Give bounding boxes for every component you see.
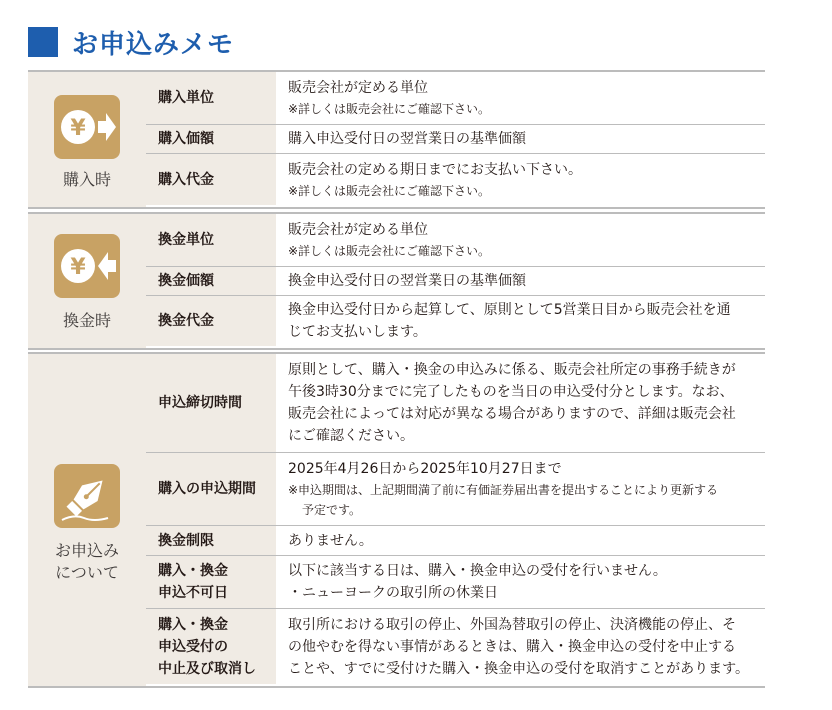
row-value-cell <box>278 556 757 608</box>
section-apply-icon-cell <box>28 354 147 686</box>
row-value: 2025年4月26日から2025年10月27日まで <box>288 461 562 477</box>
row-label-cell <box>146 267 278 295</box>
section-apply <box>28 352 765 688</box>
row-value: 以下に該当する日は、購入・換金申込の受付を行いません。 <box>288 563 667 579</box>
table-row <box>146 154 765 205</box>
row-label-cell <box>146 526 278 555</box>
row-value-line: にご確認ください。 <box>288 428 414 444</box>
row-value-cell <box>278 214 757 266</box>
row-value-cell <box>278 154 757 205</box>
row-label: 購入価額 <box>158 131 214 147</box>
row-label: 購入の申込期間 <box>158 481 256 497</box>
row-value-cell <box>278 267 757 295</box>
row-value-line: 午後3時30分までに完了したものを当日の申込受付分とします。なお、 <box>288 384 734 400</box>
row-value-cell <box>278 296 757 346</box>
row-label-cell <box>146 214 278 266</box>
row-label-line: 申込受付の <box>158 638 228 655</box>
svg-text:¥: ¥ <box>70 116 86 141</box>
row-value: 購入申込受付日の翌営業日の基準価額 <box>288 131 526 147</box>
fountain-pen-icon <box>54 464 120 528</box>
row-value-line: 原則として、購入・換金の申込みに係る、販売会社所定の事務手続きが <box>288 362 736 378</box>
row-label: 換金代金 <box>158 313 214 329</box>
row-label-cell <box>146 453 278 525</box>
row-value-cell <box>278 453 757 525</box>
row-label-cell <box>146 296 278 346</box>
row-value-cell <box>278 125 757 153</box>
row-value-line: 販売会社によっては対応が異なる場合がありますので、詳細は販売会社 <box>288 406 736 422</box>
yen-arrow-left-icon <box>54 234 120 298</box>
row-note-line: ※申込期間は、上記期間満了前に有価証券届出書を提出することにより更新する <box>288 483 719 497</box>
row-label-cell <box>146 609 278 684</box>
row-label-line: 購入・換金 <box>158 563 228 579</box>
section-apply-label-line: お申込み <box>54 541 119 560</box>
row-value-line: ことや、すでに受付けた購入・換金申込の受付を取消すことがあります。 <box>288 660 750 677</box>
row-label <box>146 560 228 604</box>
table-row <box>146 72 765 125</box>
table-row <box>146 556 765 609</box>
table-row <box>146 354 765 453</box>
row-note: ※詳しくは販売会社にご確認下さい。 <box>288 102 491 116</box>
section-sell <box>28 212 765 350</box>
header-square-mark <box>28 27 58 57</box>
section-sell-label: 換金時 <box>62 311 111 330</box>
section-buy-rows <box>146 72 765 207</box>
section-buy-icon-cell <box>28 72 147 207</box>
row-label: 換金制限 <box>158 532 214 549</box>
row-note: ※詳しくは販売会社にご確認下さい。 <box>288 183 491 198</box>
row-label-cell <box>146 125 278 153</box>
section-sell-icon-cell <box>28 214 147 348</box>
row-label: 購入代金 <box>158 171 214 188</box>
row-label-cell <box>146 154 278 205</box>
section-apply-label-line: について <box>55 563 119 582</box>
row-value-line: の他やむを得ない事情があるときは、購入・換金申込の受付を中止する <box>288 638 736 655</box>
row-value: 販売会社の定める期日までにお支払い下さい。 <box>288 161 582 178</box>
table-row <box>146 267 765 296</box>
page-title: お申込みメモ <box>72 29 235 60</box>
row-label: 申込締切時間 <box>158 395 242 411</box>
row-value: ありません。 <box>288 532 373 549</box>
row-value-line: じてお支払いします。 <box>288 324 427 340</box>
row-label-cell <box>146 556 278 608</box>
row-value-cell <box>278 526 757 555</box>
row-value: 販売会社が定める単位 <box>288 222 428 238</box>
section-sell-rows <box>146 214 765 348</box>
svg-text:¥: ¥ <box>70 255 86 280</box>
section-apply-rows <box>146 354 765 686</box>
table-row <box>146 453 765 526</box>
table-row <box>146 526 765 556</box>
row-label: 換金価額 <box>158 273 214 289</box>
row-value: 販売会社が定める単位 <box>288 80 428 96</box>
section-buy <box>28 70 765 209</box>
table-row <box>146 296 765 346</box>
table-row <box>146 609 765 684</box>
row-label-line: 中止及び取消し <box>158 660 256 677</box>
row-label-line: 購入・換金 <box>158 616 228 633</box>
row-label-cell <box>146 354 278 452</box>
row-label-line: 申込不可日 <box>158 585 228 601</box>
row-value-line: 取引所における取引の停止、外国為替取引の停止、決済機能の停止、そ <box>288 616 736 633</box>
row-note-line: 予定です。 <box>302 503 362 517</box>
row-label: 換金単位 <box>158 232 214 248</box>
table-row <box>146 214 765 267</box>
row-value: 換金申込受付日の翌営業日の基準価額 <box>288 273 526 289</box>
section-buy-label: 購入時 <box>62 170 111 189</box>
row-label: 購入単位 <box>158 90 214 106</box>
page-header <box>28 22 234 62</box>
row-note: ※詳しくは販売会社にご確認下さい。 <box>288 244 491 258</box>
row-value-cell <box>278 354 757 452</box>
row-label <box>146 614 256 680</box>
yen-arrow-right-icon <box>54 95 120 159</box>
row-label-cell <box>146 72 278 124</box>
row-value-cell <box>278 609 757 684</box>
table-row <box>146 125 765 154</box>
row-sub-value: ・ニューヨークの取引所の休業日 <box>288 585 498 601</box>
row-value-cell <box>278 72 757 124</box>
row-value-line: 換金申込受付日から起算して、原則として5営業日目から販売会社を通 <box>288 302 731 318</box>
